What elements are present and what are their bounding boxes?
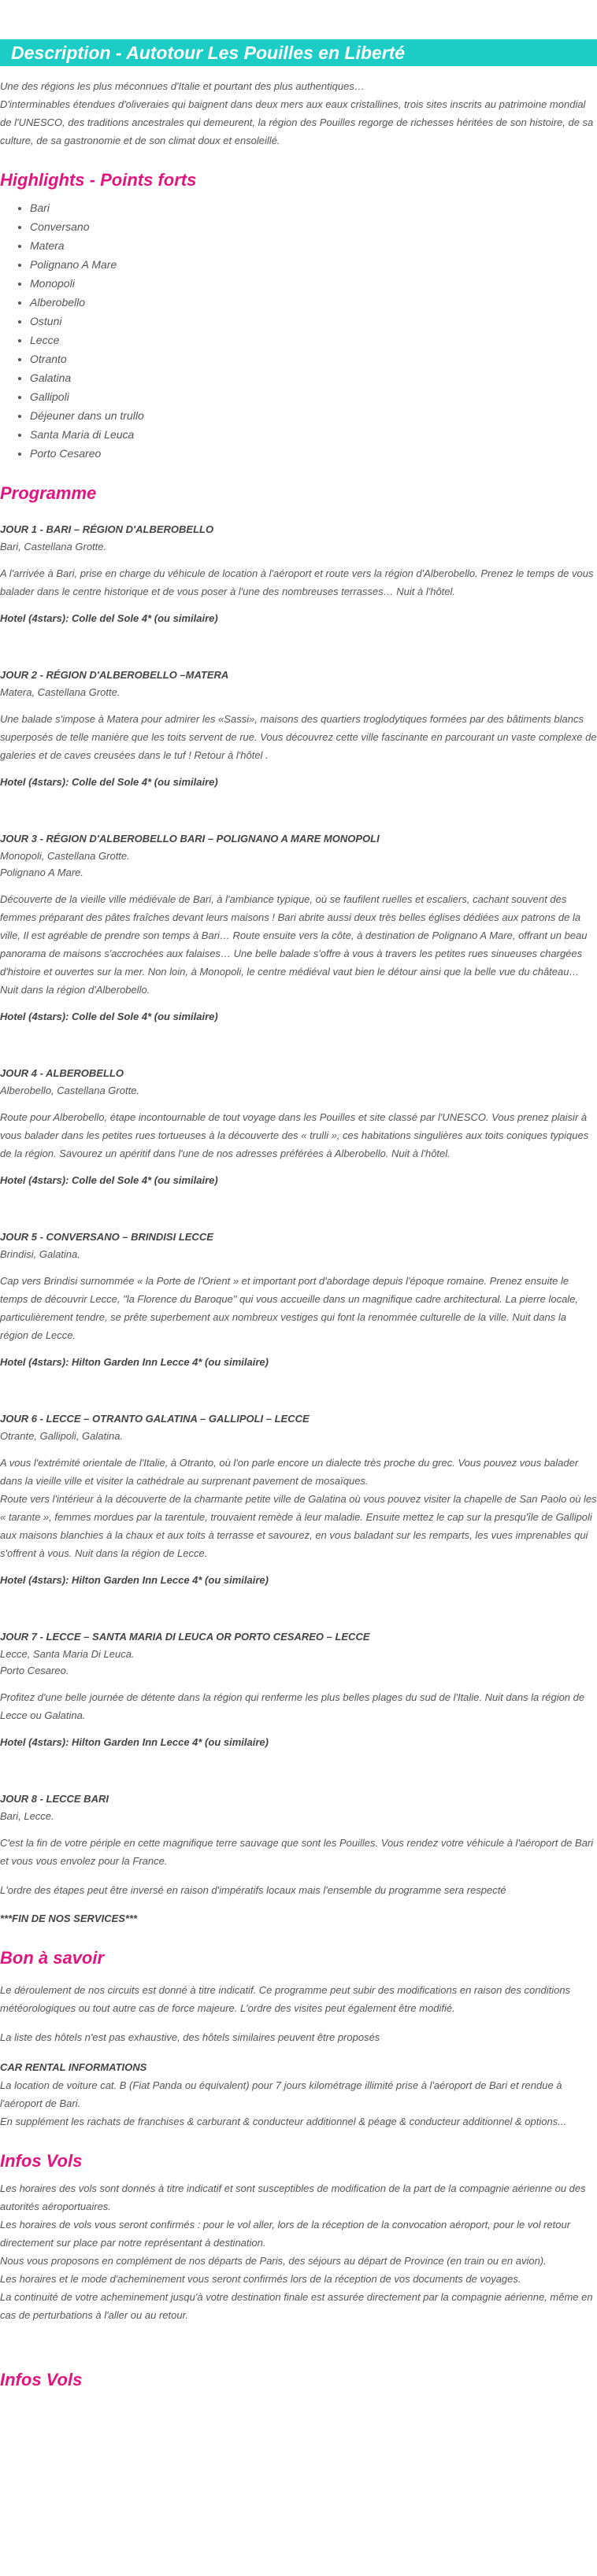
day-hotel: Hotel (4stars): Colle del Sole 4* (ou similaire) (0, 1011, 218, 1022)
banner-title: Description - Autotour Les Pouilles en Liberté (11, 43, 406, 63)
bon-a-savoir-heading: Bon à savoir (0, 1948, 105, 1968)
programme-day (0, 521, 597, 627)
programme-day (0, 1628, 597, 1751)
bon-a-savoir-paragraph: La liste des hôtels n'est pas exhaustive, des hôtels similaires peuvent être proposés (0, 2031, 380, 2043)
day-description: A vous l'extrémité orientale de l'Italie, à Otranto, où l'on parle encore un dialecte très proche du grec. Vous pouvez vous balader dans la vieille ville et visiter la cathédrale au surprenant pavement de mosaïques. Route vers l'intérieur à la découverte de la charmante petite ville de Galatina où vous pouvez visiter la chapelle de San Paolo où les « tarante », femmes mordues par la tarentule, trouvaient remède à leur maladie. Ensuite mettez le cap sur la presqu'île de Gallipoli aux maisons blanchies à la chaux et aux toits à terrasse et savourez, en vous baladant sur les remparts, les vues imprenables qui s'offrent à vous. Nuit dans la région de Lecce. (0, 1457, 597, 1559)
highlight-item: • Déjeuner dans un trullo (30, 406, 597, 425)
day-title: JOUR 1 - BARI – RÉGION D'ALBEROBELLO (0, 523, 214, 535)
order-note: L'ordre des étapes peut être inversé en raison d'impératifs locaux mais l'ensemble du programme sera respecté (0, 1884, 506, 1896)
car-rental-title: CAR RENTAL INFORMATIONS (0, 2061, 147, 2073)
day-title: JOUR 4 - ALBEROBELLO (0, 1067, 124, 1079)
day-locations: Matera, Castellana Grotte. (0, 686, 121, 698)
infos-vols-heading-2: Infos Vols (0, 2370, 83, 2389)
day-hotel: Hotel (4stars): Colle del Sole 4* (ou similaire) (0, 612, 218, 624)
day-locations: Polignano A Mare. (0, 867, 83, 878)
programme-day (0, 1229, 597, 1371)
highlight-item: • Galatina (30, 368, 597, 387)
intro-text (0, 77, 597, 150)
highlights-heading: Highlights - Points forts (0, 170, 197, 190)
day-title: JOUR 8 - LECCE BARI (0, 1793, 109, 1805)
highlights-list (0, 198, 597, 463)
highlight-item: • Monopoli (30, 274, 597, 293)
day-hotel: Hotel (4stars): Hilton Garden Inn Lecce 4* (ou similaire) (0, 1356, 269, 1368)
highlight-item: • Porto Cesareo (30, 444, 597, 463)
car-rental-line: En supplément les rachats de franchises & carburant & conducteur additionnel & péage & conducteur additionnel & options... (0, 2116, 567, 2127)
programme-day (0, 1791, 597, 1870)
day-hotel: Hotel (4stars): Hilton Garden Inn Lecce 4* (ou similaire) (0, 1736, 269, 1748)
programme-day (0, 1410, 597, 1589)
day-locations: Bari, Castellana Grotte. (0, 541, 107, 553)
highlight-item: • Bari (30, 198, 597, 217)
intro-paragraph: D'interminables étendues d'oliveraies qui baignent dans deux mers aux eaux cristallines, trois sites inscrits au patrimoine mondial de l'UNESCO, des traditions ancestrales qui demeurent, la région des Pouilles regorge de richesses héritées de son histoire, de sa culture, de sa gastronomie et de son climat doux et ensoleillé. (0, 98, 594, 146)
car-rental-line: La location de voiture cat. B (Fiat Panda ou équivalent) pour 7 jours kilométrage illimité prise à l'aéroport de Bari et rendue à l'aéroport de Bari. (0, 2079, 562, 2109)
highlight-item: • Conversano (30, 217, 597, 236)
day-locations: Otrante, Gallipoli, Galatina. (0, 1430, 124, 1442)
programme-day (0, 667, 597, 791)
description-banner (0, 39, 597, 66)
day-description: C'est la fin de votre périple en cette magnifique terre sauvage que sont les Pouilles. Vous rendez votre véhicule à l'aéroport de Bari et vous vous envolez pour la France. (0, 1837, 594, 1867)
highlight-item: • Polignano A Mare (30, 255, 597, 274)
day-locations: Lecce, Santa Maria Di Leuca. (0, 1648, 135, 1660)
programme-heading: Programme (0, 483, 97, 503)
highlight-item: • Santa Maria di Leuca (30, 425, 597, 444)
infos-vols-text (0, 2179, 597, 2324)
highlight-item: • Lecce (30, 331, 597, 349)
day-title: JOUR 3 - RÉGION D'ALBEROBELLO BARI – POLIGNANO A MARE MONOPOLI (0, 833, 380, 844)
day-description: Cap vers Brindisi surnommée « la Porte de l'Orient » et important port d'abordage depuis l'époque romaine. Prenez ensuite le temps de découvrir Lecce, "la Florence du Baroque" qui vous accueille dans un magnifique cadre architectural. La pierre locale, particulièrement tendre, se prête superbement aux nombreux vestiges qui font la renommée culturelle de la ville. Nuit dans la région de Lecce. (0, 1275, 579, 1341)
end-of-services: ***FIN DE NOS SERVICES*** (0, 1913, 138, 1924)
infos-vols-heading: Infos Vols (0, 2151, 83, 2171)
programme-day (0, 830, 597, 1026)
programme-days (0, 521, 597, 1870)
infos-vols-line: Les horaires et le mode d'acheminement vous seront confirmés lors de la réception de vos documents de voyages. (0, 2273, 521, 2285)
day-hotel: Hotel (4stars): Colle del Sole 4* (ou similaire) (0, 1174, 218, 1186)
day-title: JOUR 2 - RÉGION D'ALBEROBELLO –MATERA (0, 669, 229, 681)
highlight-item: • Matera (30, 236, 597, 255)
day-description: Une balade s'impose à Matera pour admirer les «Sassi», maisons des quartiers troglodytiques formées par des bâtiments blancs superposés de telle manière que les toits servent de rue. Vous découvrez cette ville fascinante en parcourant un vaste complexe de galeries et de caves creusées dans le tuf ! Retour à l'hôtel . (0, 713, 597, 761)
day-title: JOUR 6 - LECCE – OTRANTO GALATINA – GALLIPOLI – LECCE (0, 1413, 310, 1425)
bon-a-savoir-paragraph: Le déroulement de nos circuits est donné à titre indicatif. Ce programme peut subir des modifications en raison des conditions météorologiques ou tout autre cas de force majeure. L'ordre des visites peut également être modifié. (0, 1984, 571, 2014)
day-title: JOUR 5 - CONVERSANO – BRINDISI LECCE (0, 1231, 213, 1243)
highlight-item: • Gallipoli (30, 387, 597, 406)
day-hotel: Hotel (4stars): Colle del Sole 4* (ou similaire) (0, 776, 218, 788)
day-description: Découverte de la vieille ville médiévale de Bari, à l'ambiance typique, où se faufilent ruelles et escaliers, cachant souvent des femmes préparant des pâtes fraîches devant leurs maisons ! Bari abrite aussi deux très belles églises dédiées aux patrons de la ville, Il est agréable de prendre son temps à Bari… Route ensuite vers la côte, à destination de Polignano A Mare, offrant un beau panorama de maisons s'accrochées aux falaises… Une belle balade s'offre à vous à travers les petites rues sinueuses chargées d'histoire et ouvertes sur la mer. Non loin, à Monopoli, le centre médiéval vaut bien le détour ainsi que la belle vue du château… Nuit dans la région d'Alberobello. (0, 893, 588, 996)
highlight-item: • Otranto (30, 349, 597, 368)
day-locations: Porto Cesareo. (0, 1665, 69, 1676)
day-hotel: Hotel (4stars): Hilton Garden Inn Lecce 4* (ou similaire) (0, 1574, 269, 1586)
day-title: JOUR 7 - LECCE – SANTA MARIA DI LEUCA OR PORTO CESAREO – LECCE (0, 1631, 370, 1643)
programme-day (0, 1065, 597, 1189)
highlight-item: • Ostuni (30, 312, 597, 331)
infos-vols-line: Les horaires de vols vous seront confirmés : pour le vol aller, lors de la réception de la convocation aéroport, pour le vol retour directement sur place par notre représentant à destination. (0, 2219, 571, 2249)
day-locations: Alberobello, Castellana Grotte. (0, 1085, 140, 1096)
car-rental-text (0, 2076, 597, 2131)
infos-vols-line: Les horaires des vols sont donnés à titre indicatif et sont susceptibles de modification de la part de la compagnie aérienne ou des autorités aéroportuaires. (0, 2182, 586, 2212)
day-description: A l'arrivée à Bari, prise en charge du véhicule de location à l'aéroport et route vers la région d'Alberobello. Prenez le temps de vous balader dans le centre historique et de vous poser à l'une des nombreuses terrasses… Nuit à l'hôtel. (0, 567, 594, 597)
infos-vols-line: Nous vous proposons en complément de nos départs de Paris, des séjours au départ de Province (en train ou en avion). (0, 2255, 547, 2267)
highlight-item: • Alberobello (30, 293, 597, 312)
day-locations: Brindisi, Galatina. (0, 1248, 80, 1260)
day-description: Route pour Alberobello, étape incontournable de tout voyage dans les Pouilles et site classé par l'UNESCO. Vous prenez plaisir à vous balader dans les petites rues tortueuses à la découverte des « trulli », ces habitations singulières aux toits coniques typiques de la région. Savourez un apéritif dans l'une de nos adresses préférées à Alberobello. Nuit à l'hôtel. (0, 1111, 589, 1159)
infos-vols-line: La continuité de votre acheminement jusqu'à votre destination finale est assurée directement par la compagnie aérienne, même en cas de perturbations à l'aller ou au retour. (0, 2291, 593, 2321)
day-description: Profitez d'une belle journée de détente dans la région qui renferme les plus belles plages du sud de l'Italie. Nuit dans la région de Lecce ou Galatina. (0, 1691, 585, 1721)
page (0, 39, 597, 2392)
day-locations: Bari, Lecce. (0, 1810, 54, 1822)
day-locations: Monopoli, Castellana Grotte. (0, 850, 130, 862)
intro-line: Une des régions les plus méconnues d'Italie et pourtant des plus authentiques… (0, 80, 365, 92)
